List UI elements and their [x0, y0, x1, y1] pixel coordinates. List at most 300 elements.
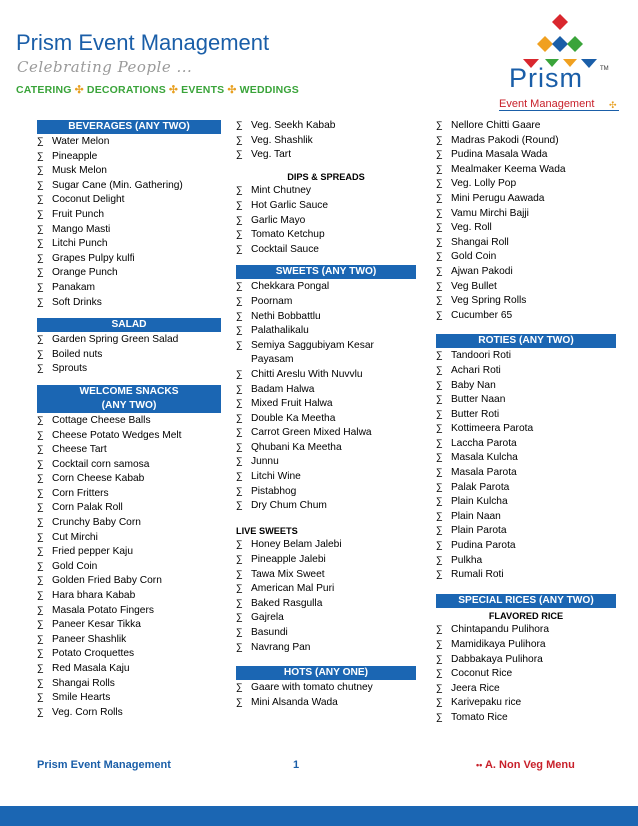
menu-item — [37, 223, 221, 238]
bullet-icon: ∑ — [37, 487, 44, 499]
menu-item-label: Dabbakaya Pulihora — [451, 653, 543, 665]
menu-item — [436, 481, 616, 496]
bullet-icon: ∑ — [236, 310, 243, 322]
menu-item-label: Garden Spring Green Salad — [52, 334, 179, 346]
menu-item — [236, 641, 416, 656]
bullet-icon: ∑ — [37, 677, 44, 689]
menu-item-label: Sprouts — [52, 363, 88, 375]
bullet-icon: ∑ — [436, 510, 443, 522]
bullet-icon: ∑ — [37, 179, 44, 191]
service-weddings: WEDDINGS — [239, 84, 299, 96]
menu-item — [436, 623, 616, 638]
live-sweets-header: LIVE SWEETS — [236, 525, 298, 536]
menu-item — [236, 397, 416, 412]
roties-header: ROTIES (ANY TWO) — [436, 334, 616, 348]
menu-item — [236, 214, 416, 229]
logo-flourish-icon: ✣ — [609, 100, 617, 110]
menu-item-label: Veg. Lolly Pop — [451, 178, 517, 190]
menu-item — [236, 383, 416, 398]
salad-list — [37, 333, 221, 377]
menu-item — [436, 711, 616, 726]
bullet-icon: ∑ — [236, 199, 243, 211]
menu-item-label: Tandoori Roti — [451, 350, 512, 362]
bullet-icon: ∑ — [236, 456, 243, 468]
menu-item-label: Laccha Parota — [451, 437, 517, 449]
bullet-icon: ∑ — [436, 467, 443, 479]
bullet-icon: ∑ — [236, 214, 243, 226]
bullet-icon: ∑ — [436, 222, 443, 234]
bullet-icon: ∑ — [236, 682, 243, 694]
menu-item — [236, 499, 416, 514]
beverages-list — [37, 135, 221, 310]
bullet-icon: ∑ — [37, 252, 44, 264]
menu-item-label: Nethi Bobbattlu — [251, 310, 321, 322]
menu-item — [436, 177, 616, 192]
menu-item-label: Kottimeera Parota — [451, 423, 534, 435]
menu-item — [236, 324, 416, 339]
welcome-snacks-header — [37, 385, 221, 413]
menu-item — [436, 134, 616, 149]
menu-item-label: Butter Roti — [451, 408, 500, 420]
salad-header: SALAD — [37, 318, 221, 332]
bullet-icon: ∑ — [436, 452, 443, 464]
bullet-icon: ∑ — [37, 334, 44, 346]
menu-column-3 — [436, 119, 616, 726]
bullet-icon: ∑ — [37, 560, 44, 572]
separator-icon: ✣ — [169, 84, 179, 96]
menu-item-label: Tomato Ketchup — [251, 229, 325, 241]
hots-continued-list — [436, 119, 616, 323]
menu-item — [37, 252, 221, 267]
menu-item-label: Veg Spring Rolls — [451, 295, 527, 307]
menu-item — [37, 150, 221, 165]
menu-item-label: Paneer Shashlik — [52, 633, 127, 645]
menu-item — [436, 653, 616, 668]
bullet-icon: ∑ — [236, 243, 243, 255]
menu-item — [37, 691, 221, 706]
bullet-icon: ∑ — [436, 134, 443, 146]
bullet-icon: ∑ — [436, 251, 443, 263]
logo-diamond-orange — [537, 36, 553, 52]
menu-item-label: Dry Chum Chum — [251, 500, 327, 512]
logo-diamond-green — [567, 36, 583, 52]
menu-item-label: Masala Parota — [451, 467, 517, 479]
menu-item-label: Fruit Punch — [52, 208, 105, 220]
menu-item — [436, 539, 616, 554]
menu-item — [236, 368, 416, 383]
menu-item-label: Mini Alsanda Wada — [251, 696, 338, 708]
bullet-icon: ∑ — [37, 296, 44, 308]
menu-item-label: Basundi — [251, 627, 288, 638]
sweets-list — [236, 280, 416, 514]
menu-item — [236, 426, 416, 441]
bullet-icon: ∑ — [436, 711, 443, 723]
menu-item — [236, 626, 416, 641]
menu-item — [37, 443, 221, 458]
menu-item-label: Crunchy Baby Corn — [52, 517, 141, 529]
menu-item-label: Red Masala Kaju — [52, 663, 130, 674]
menu-item-label: Poornam — [251, 295, 293, 307]
logo-diamond-red — [552, 14, 568, 30]
bullet-icon: ∑ — [37, 194, 44, 206]
bullet-icon: ∑ — [236, 641, 243, 653]
roties-list — [436, 349, 616, 583]
bullet-icon: ∑ — [236, 583, 243, 595]
menu-item-label: Masala Potato Fingers — [52, 604, 154, 616]
live-sweets-list — [236, 538, 416, 655]
menu-item-label: Chekkara Pongal — [251, 281, 330, 293]
menu-item — [37, 633, 221, 648]
menu-item-label: Baby Nan — [451, 379, 496, 391]
menu-item-label: Cheese Tart — [52, 444, 107, 456]
menu-item-label: Cocktail corn samosa — [52, 458, 150, 470]
menu-item-label: Gajrela — [251, 612, 284, 624]
footer-page-number: 1 — [293, 759, 300, 771]
bullet-icon: ∑ — [236, 612, 243, 624]
menu-item — [436, 524, 616, 539]
menu-item — [436, 568, 616, 583]
menu-item — [37, 647, 221, 662]
bullet-icon: ∑ — [436, 163, 443, 175]
menu-item — [436, 495, 616, 510]
menu-item-label: Cheese Potato Wedges Melt — [52, 429, 182, 441]
bullet-icon: ∑ — [236, 627, 243, 638]
menu-item — [37, 501, 221, 516]
bullet-icon: ∑ — [236, 398, 243, 410]
footer-dots-icon: •• — [476, 760, 483, 770]
menu-item — [37, 414, 221, 429]
menu-item — [37, 179, 221, 194]
menu-item-label: Pulkha — [451, 554, 483, 566]
bullet-icon: ∑ — [37, 692, 44, 704]
menu-item — [236, 339, 416, 368]
menu-item — [236, 243, 416, 258]
bullet-icon: ∑ — [436, 525, 443, 537]
menu-item-label: Veg Bullet — [451, 280, 497, 292]
special-rices-header: SPECIAL RICES (ANY TWO) — [436, 594, 616, 608]
menu-item-label: Pudina Masala Wada — [451, 149, 548, 161]
menu-item-label: Navrang Pan — [251, 641, 311, 653]
menu-item — [236, 228, 416, 243]
menu-item-label: Carrot Green Mixed Halwa — [251, 427, 372, 439]
menu-item-label: Boiled nuts — [52, 348, 103, 360]
menu-item — [236, 295, 416, 310]
bullet-icon: ∑ — [236, 383, 243, 395]
menu-item — [236, 611, 416, 626]
footer-company: Prism Event Management — [37, 759, 171, 771]
menu-column-2 — [236, 119, 416, 710]
menu-item — [37, 348, 221, 363]
menu-item — [436, 236, 616, 251]
bullet-icon: ∑ — [236, 368, 243, 380]
menu-item-label: Masala Kulcha — [451, 452, 518, 464]
bullet-icon: ∑ — [236, 325, 243, 337]
bullet-icon: ∑ — [37, 136, 44, 147]
menu-item — [436, 221, 616, 236]
menu-item — [37, 706, 221, 721]
menu-item — [37, 193, 221, 208]
menu-item — [236, 148, 416, 163]
menu-item-label: Golden Fried Baby Corn — [52, 575, 162, 587]
bullet-icon: ∑ — [236, 554, 243, 566]
menu-item — [436, 148, 616, 163]
menu-item-label: Cut Mirchi — [52, 531, 98, 543]
bullet-icon: ∑ — [236, 149, 243, 161]
menu-item-label: Soft Drinks — [52, 296, 102, 308]
menu-item-label: Panakam — [52, 281, 96, 293]
menu-item-label: Gaare with tomato chutney — [251, 682, 373, 694]
menu-item — [236, 696, 416, 711]
menu-item — [37, 333, 221, 348]
bullet-icon: ∑ — [436, 481, 443, 493]
menu-item-label: Chintapandu Pulihora — [451, 624, 549, 636]
menu-item-label: Water Melon — [52, 136, 110, 147]
menu-item — [436, 682, 616, 697]
menu-item-label: Achari Roti — [451, 364, 501, 376]
bullet-icon: ∑ — [436, 265, 443, 277]
menu-item — [37, 362, 221, 377]
menu-item — [436, 422, 616, 437]
bullet-icon: ∑ — [436, 437, 443, 449]
menu-item — [236, 199, 416, 214]
menu-item-label: Vamu Mirchi Bajji — [451, 207, 529, 219]
bullet-icon: ∑ — [236, 539, 243, 551]
menu-item-label: Tomato Rice — [451, 711, 508, 723]
menu-item-label: Chitti Areslu With Nuvvlu — [251, 368, 363, 380]
menu-item — [236, 485, 416, 500]
menu-item-label: Badam Halwa — [251, 383, 315, 395]
menu-item-label: Tawa Mix Sweet — [251, 568, 325, 580]
menu-item — [236, 280, 416, 295]
menu-item-label: Corn Cheese Kabab — [52, 473, 145, 485]
prism-logo-icon — [505, 12, 625, 112]
menu-item-label: Litchi Punch — [52, 238, 108, 250]
bullet-icon: ∑ — [436, 496, 443, 508]
menu-item-label: Corn Fritters — [52, 487, 109, 499]
menu-item-label: Coconut Rice — [451, 668, 513, 680]
bullet-icon: ∑ — [37, 238, 44, 250]
service-decorations: DECORATIONS — [86, 84, 166, 96]
menu-item-label: Mamidikaya Pulihora — [451, 639, 546, 650]
bullet-icon: ∑ — [236, 427, 243, 439]
menu-item — [436, 309, 616, 324]
menu-item-label: Palak Parota — [451, 481, 510, 493]
menu-item — [436, 192, 616, 207]
bottom-bar — [0, 806, 638, 826]
menu-item — [37, 135, 221, 150]
bullet-icon: ∑ — [436, 295, 443, 307]
bullet-icon: ∑ — [37, 502, 44, 514]
menu-item-label: Orange Punch — [52, 267, 118, 279]
menu-item-label: Palathalikalu — [251, 325, 309, 337]
menu-item-label: Baked Rasgulla — [251, 597, 323, 609]
menu-item — [37, 458, 221, 473]
menu-item — [236, 310, 416, 325]
menu-item-label: Coconut Delight — [52, 194, 125, 206]
menu-item-label: Veg. Corn Rolls — [52, 706, 123, 718]
bullet-icon: ∑ — [436, 120, 443, 131]
menu-item-label: Madras Pakodi (Round) — [451, 134, 559, 146]
bullet-icon: ∑ — [37, 444, 44, 456]
bullet-icon: ∑ — [236, 229, 243, 241]
logo-word: Prism — [509, 63, 583, 93]
menu-item — [37, 472, 221, 487]
menu-item — [436, 451, 616, 466]
menu-item-label: Jeera Rice — [451, 682, 500, 694]
menu-item-label: Mixed Fruit Halwa — [251, 398, 333, 410]
bullet-icon: ∑ — [236, 568, 243, 580]
footer-menu-label: A. Non Veg Menu — [484, 759, 575, 771]
bullet-icon: ∑ — [236, 295, 243, 307]
menu-item — [236, 455, 416, 470]
menu-item-label: Ajwan Pakodi — [451, 265, 513, 277]
menu-item-label: Nellore Chitti Gaare — [451, 120, 541, 131]
menu-item — [436, 349, 616, 364]
menu-item — [436, 294, 616, 309]
menu-item-label: Cucumber 65 — [451, 309, 513, 321]
menu-item-label: Gold Coin — [451, 251, 497, 263]
bullet-icon: ∑ — [37, 706, 44, 718]
bullet-icon: ∑ — [37, 604, 44, 616]
menu-item-label: Honey Belam Jalebi — [251, 539, 342, 551]
services-line — [16, 84, 299, 96]
dips-list — [236, 184, 416, 257]
hots-header: HOTS (ANY ONE) — [236, 666, 416, 680]
menu-item — [37, 545, 221, 560]
menu-item-label: Rumali Roti — [451, 569, 504, 581]
footer-menu-title — [476, 759, 575, 771]
menu-item — [37, 531, 221, 546]
menu-item-label: American Mal Puri — [251, 583, 335, 595]
menu-item — [37, 574, 221, 589]
bullet-icon: ∑ — [37, 208, 44, 220]
menu-item — [236, 568, 416, 583]
menu-item — [236, 553, 416, 568]
menu-item-label: Hara bhara Kabab — [52, 590, 136, 602]
menu-item — [436, 667, 616, 682]
bullet-icon: ∑ — [436, 697, 443, 709]
bullet-icon: ∑ — [436, 639, 443, 650]
service-events: EVENTS — [181, 84, 225, 96]
bullet-icon: ∑ — [37, 517, 44, 529]
bullet-icon: ∑ — [436, 569, 443, 581]
menu-item — [236, 538, 416, 553]
menu-item-label: Litchi Wine — [251, 471, 301, 483]
menu-item — [436, 280, 616, 295]
flavored-rice-header: FLAVORED RICE — [488, 610, 564, 621]
bullet-icon: ∑ — [436, 653, 443, 665]
bullet-icon: ∑ — [436, 408, 443, 420]
bullet-icon: ∑ — [436, 192, 443, 204]
bullet-icon: ∑ — [436, 540, 443, 552]
menu-item-label: Musk Melon — [52, 165, 107, 177]
bullet-icon: ∑ — [436, 364, 443, 376]
menu-item-label: Semiya Saggubiyam Kesar Payasam — [251, 339, 374, 366]
bullet-icon: ∑ — [436, 554, 443, 566]
menu-item — [236, 134, 416, 149]
menu-item — [436, 510, 616, 525]
menu-item — [436, 393, 616, 408]
menu-item-label: Qhubani Ka Meetha — [251, 441, 342, 453]
menu-item — [436, 638, 616, 653]
menu-item — [37, 208, 221, 223]
bullet-icon: ∑ — [436, 236, 443, 248]
hots-list — [236, 681, 416, 710]
bullet-icon: ∑ — [37, 150, 44, 162]
menu-item — [436, 466, 616, 481]
menu-item-label: Pineapple — [52, 150, 98, 162]
menu-item-label: Potato Croquettes — [52, 648, 135, 660]
menu-item — [436, 207, 616, 222]
menu-item-label: Junnu — [251, 456, 279, 468]
bullet-icon: ∑ — [436, 394, 443, 406]
bullet-icon: ∑ — [236, 500, 243, 512]
bullet-icon: ∑ — [436, 682, 443, 694]
bullet-icon: ∑ — [236, 696, 243, 708]
menu-item-label: Smile Hearts — [52, 692, 111, 704]
menu-item-label: Veg. Seekh Kabab — [251, 120, 336, 131]
bullet-icon: ∑ — [37, 619, 44, 631]
menu-item — [436, 163, 616, 178]
menu-item-label: Mealmaker Keema Wada — [451, 163, 566, 175]
bullet-icon: ∑ — [236, 134, 243, 146]
snacks-continued-list — [236, 119, 416, 163]
service-catering: CATERING — [16, 84, 72, 96]
menu-item-label: Veg. Tart — [251, 149, 292, 161]
bullet-icon: ∑ — [37, 663, 44, 674]
bullet-icon: ∑ — [236, 441, 243, 453]
bullet-icon: ∑ — [37, 648, 44, 660]
menu-item-label: Shangai Roll — [451, 236, 509, 248]
logo-underline — [499, 110, 619, 111]
brand-tagline: Celebrating People ... — [17, 58, 193, 76]
menu-item — [436, 408, 616, 423]
menu-item-label: Veg. Shashlik — [251, 134, 313, 146]
menu-item — [436, 265, 616, 280]
bullet-icon: ∑ — [37, 281, 44, 293]
bullet-icon: ∑ — [236, 120, 243, 131]
bullet-icon: ∑ — [37, 633, 44, 645]
menu-item — [436, 119, 616, 134]
bullet-icon: ∑ — [236, 485, 243, 497]
logo-subtitle: Event Management — [499, 98, 595, 110]
menu-item-label: Garlic Mayo — [251, 214, 306, 226]
menu-item-label: Mango Masti — [52, 223, 111, 235]
separator-icon: ✣ — [227, 84, 237, 96]
bullet-icon: ∑ — [37, 473, 44, 485]
menu-item — [436, 554, 616, 569]
menu-item — [37, 604, 221, 619]
menu-item-label: Pineapple Jalebi — [251, 554, 326, 566]
menu-item — [37, 662, 221, 677]
bullet-icon: ∑ — [236, 185, 243, 197]
bullet-icon: ∑ — [436, 309, 443, 321]
menu-item — [37, 677, 221, 692]
bullet-icon: ∑ — [436, 423, 443, 435]
welcome-snacks-header-line1: WELCOME SNACKS — [79, 385, 179, 397]
bullet-icon: ∑ — [436, 149, 443, 161]
menu-item-label: Pistabhog — [251, 485, 297, 497]
menu-item — [37, 589, 221, 604]
menu-item — [436, 364, 616, 379]
menu-item-label: Pudina Parota — [451, 540, 516, 552]
menu-item — [37, 266, 221, 281]
menu-item-label: Plain Kulcha — [451, 496, 508, 508]
logo-diamond-blue — [552, 36, 568, 52]
brand-title: Prism Event Management — [16, 30, 270, 55]
menu-item-label: Mint Chutney — [251, 185, 312, 197]
menu-item-label: Double Ka Meetha — [251, 412, 336, 424]
